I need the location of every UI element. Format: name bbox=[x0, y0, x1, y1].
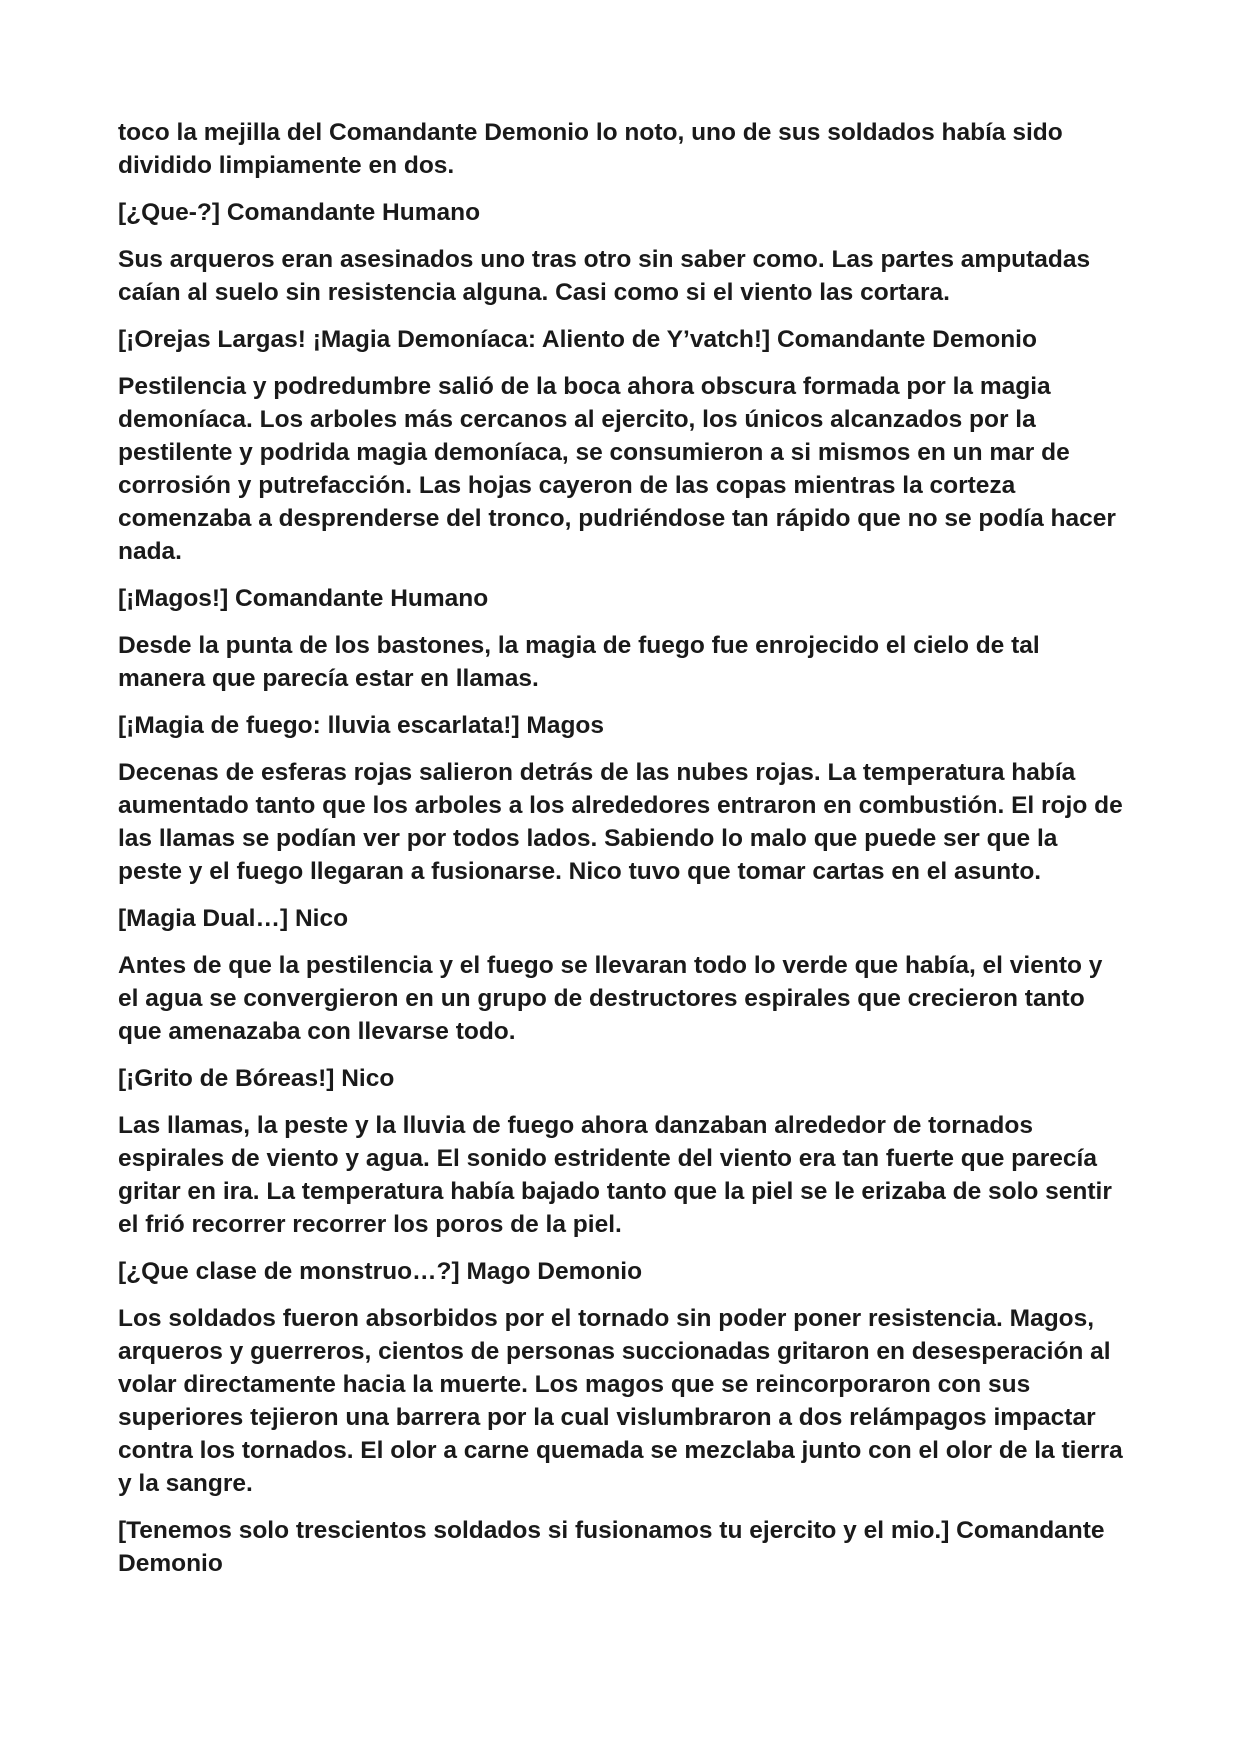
narration-paragraph: Sus arqueros eran asesinados uno tras otro sin saber como. Las partes amputadas caían al suelo sin resistencia alguna. Casi como si el viento las cortara. bbox=[118, 246, 1091, 306]
dialogue-line: [¿Que clase de monstruo…?] Mago Demonio bbox=[118, 1258, 643, 1285]
dialogue-line: [Magia Dual…] Nico bbox=[118, 905, 349, 932]
dialogue-line: [¡Magia de fuego: lluvia escarlata!] Magos bbox=[118, 712, 605, 739]
dialogue-line: [Tenemos solo trescientos soldados si fusionamos tu ejercito y el mio.] Comandante Demonio bbox=[118, 1517, 1105, 1577]
dialogue-line: [¡Grito de Bóreas!] Nico bbox=[118, 1065, 395, 1092]
narration-paragraph: Desde la punta de los bastones, la magia de fuego fue enrojecido el cielo de tal manera que parecía estar en llamas. bbox=[118, 632, 1040, 692]
dialogue-line: [¿Que-?] Comandante Humano bbox=[118, 199, 481, 226]
dialogue-line: [¡Orejas Largas! ¡Magia Demoníaca: Aliento de Y’vatch!] Comandante Demonio bbox=[118, 326, 1037, 353]
narration-paragraph: Pestilencia y podredumbre salió de la boca ahora obscura formada por la magia demoníaca. Los arboles más cercanos al ejercito, los únicos alcanzados por la pestilente y podrida magia demoníaca, se consumieron a si mismos en un mar de corrosión y putrefacción. Las hojas cayeron de las copas mientras la corteza comenzaba a desprenderse del tronco, pudriéndose tan rápido que no se podía hacer nada. bbox=[118, 373, 1116, 565]
narration-paragraph: Los soldados fueron absorbidos por el tornado sin poder poner resistencia. Magos, arqueros y guerreros, cientos de personas succionadas gritaron en desesperación al volar directamente hacia la muerte. Los magos que se reincorporaron con sus superiores tejieron una barrera por la cual vislumbraron a dos relámpagos impactar contra los tornados. El olor a carne quemada se mezclaba junto con el olor de la tierra y la sangre. bbox=[118, 1305, 1123, 1497]
narration-paragraph: toco la mejilla del Comandante Demonio lo noto, uno de sus soldados había sido dividido limpiamente en dos. bbox=[118, 119, 1063, 179]
narration-paragraph: Antes de que la pestilencia y el fuego se llevaran todo lo verde que había, el viento y el agua se convergieron en un grupo de destructores espirales que crecieron tanto que amenazaba con llevarse todo. bbox=[118, 952, 1103, 1045]
document-body bbox=[118, 116, 1128, 1594]
narration-paragraph: Las llamas, la peste y la lluvia de fuego ahora danzaban alrededor de tornados espirales de viento y agua. El sonido estridente del viento era tan fuerte que parecía gritar en ira. La temperatura había bajado tanto que la piel se le erizaba de solo sentir el frió recorrer recorrer los poros de la piel. bbox=[118, 1112, 1112, 1238]
narration-paragraph: Decenas de esferas rojas salieron detrás de las nubes rojas. La temperatura había aumentado tanto que los arboles a los alrededores entraron en combustión. El rojo de las llamas se podían ver por todos lados. Sabiendo lo malo que puede ser que la peste y el fuego llegaran a fusionarse. Nico tuvo que tomar cartas en el asunto. bbox=[118, 759, 1123, 885]
dialogue-line: [¡Magos!] Comandante Humano bbox=[118, 585, 489, 612]
